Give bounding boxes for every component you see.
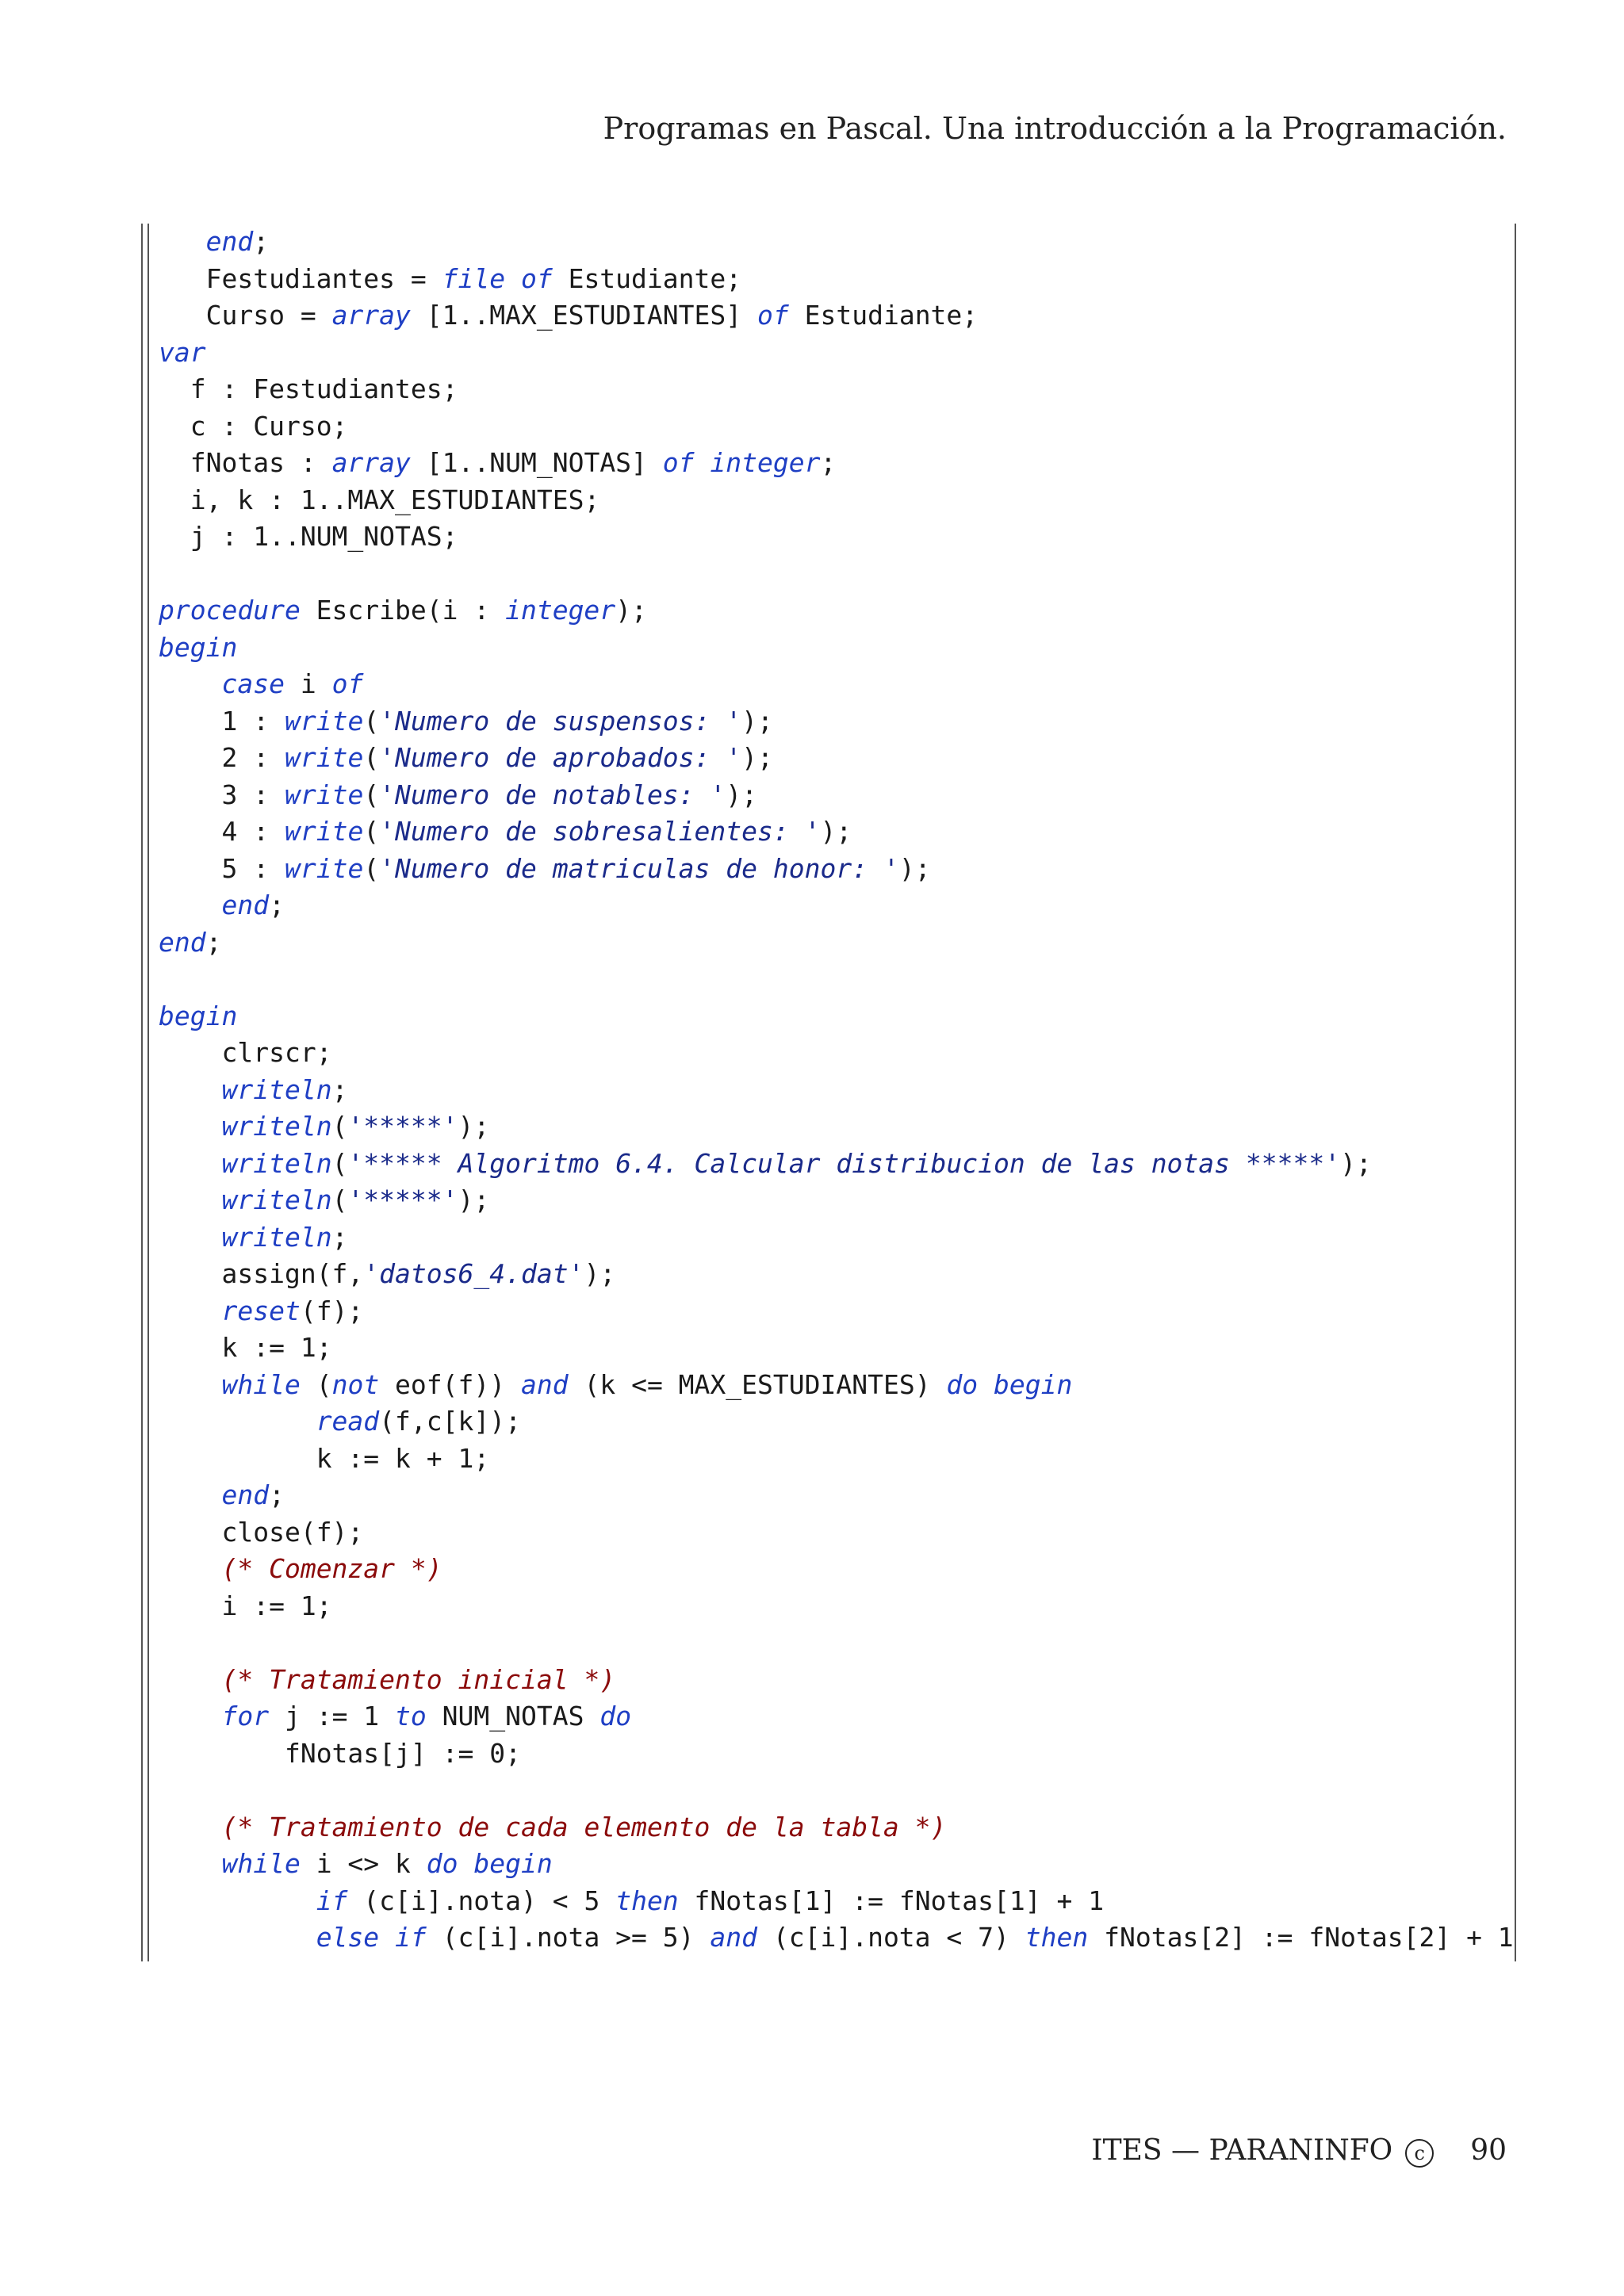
code-text: (c[i].nota < 7) (757, 1922, 1025, 1953)
code-string: 'datos6_4.dat' (363, 1258, 584, 1289)
code-text: (c[i].nota >= 5) (426, 1922, 710, 1953)
code-comment: (* Tratamiento inicial *) (221, 1663, 616, 1695)
code-string: '*****' (347, 1184, 458, 1215)
code-text: fNotas[2] := fNotas[2] + 1 (1088, 1922, 1514, 1953)
code-listing (159, 224, 1514, 1957)
code-keyword: write (284, 816, 364, 847)
code-keyword: and (710, 1922, 757, 1953)
code-text: ; (205, 926, 222, 958)
code-text: (f,c[k]); (379, 1406, 521, 1437)
code-text: clrscr; (221, 1037, 332, 1068)
code-keyword: integer (505, 595, 616, 626)
code-keyword: read (316, 1406, 380, 1437)
code-text: c : Curso; (190, 410, 348, 442)
code-text: close(f); (221, 1516, 364, 1548)
code-line (159, 1367, 1507, 1404)
code-text: k := 1; (221, 1332, 332, 1363)
copyright-symbol: c (1414, 2142, 1425, 2164)
code-string: '***** Algoritmo 6.4. Calcular distribucion de las notas *****' (347, 1147, 1341, 1179)
code-keyword: array (331, 300, 411, 331)
code-line (159, 887, 1507, 924)
code-text: Escribe(i : (300, 595, 506, 626)
code-line (159, 666, 1507, 703)
code-text: i, k : 1..MAX_ESTUDIANTES; (190, 484, 600, 515)
code-text: ( (363, 852, 380, 884)
code-text: ( (363, 779, 380, 810)
code-line (159, 1624, 1507, 1662)
code-text: ; (331, 1221, 348, 1253)
code-text: ); (741, 742, 773, 773)
code-text: 3 : (221, 779, 285, 810)
code-text: ( (363, 742, 380, 773)
code-line (159, 1182, 1507, 1219)
code-text: ( (331, 1147, 348, 1179)
code-line (159, 297, 1507, 335)
code-line (159, 1735, 1507, 1773)
code-line (159, 1477, 1507, 1514)
code-keyword: file of (442, 262, 553, 294)
code-text: assign(f, (221, 1258, 364, 1289)
code-keyword: while (221, 1368, 301, 1400)
code-string: 'Numero de notables: ' (379, 779, 726, 810)
code-line (159, 1551, 1507, 1588)
code-line (159, 1256, 1507, 1293)
code-keyword: of (757, 300, 789, 331)
code-keyword: procedure (159, 595, 301, 626)
code-keyword: writeln (221, 1184, 332, 1215)
code-line (159, 1588, 1507, 1625)
code-text: 5 : (221, 852, 285, 884)
code-frame-left-rule (141, 224, 143, 1961)
code-text: ( (300, 1368, 332, 1400)
code-line (159, 777, 1507, 814)
code-line (159, 224, 1507, 261)
code-line (159, 1146, 1507, 1183)
code-comment: (* Comenzar *) (221, 1553, 442, 1584)
code-keyword: writeln (221, 1073, 332, 1105)
code-line (159, 703, 1507, 740)
code-text: i (284, 668, 332, 699)
code-keyword: begin (159, 1000, 238, 1031)
code-line (159, 1035, 1507, 1072)
code-text: Estudiante; (788, 300, 979, 331)
code-keyword: do (599, 1701, 632, 1732)
code-text: ; (269, 1479, 285, 1510)
code-line (159, 924, 1507, 962)
code-text: k := k + 1; (316, 1442, 490, 1474)
page-number: 90 (1470, 2134, 1507, 2167)
code-text: (k <= MAX_ESTUDIANTES) (568, 1368, 947, 1400)
code-line (159, 740, 1507, 777)
code-text: ); (726, 779, 758, 810)
code-line (159, 371, 1507, 408)
code-line (159, 1108, 1507, 1146)
code-keyword: then (615, 1885, 679, 1916)
code-line (159, 813, 1507, 851)
code-text: eof(f)) (379, 1368, 521, 1400)
code-text: ; (331, 1073, 348, 1105)
code-text: 4 : (221, 816, 285, 847)
code-text: [1..MAX_ESTUDIANTES] (410, 300, 757, 331)
code-keyword: do begin (426, 1848, 553, 1879)
code-keyword: case (221, 668, 285, 699)
code-text: i <> k (300, 1848, 427, 1879)
code-text: (f); (300, 1295, 364, 1326)
code-line (159, 1514, 1507, 1552)
code-text: NUM_NOTAS (426, 1701, 600, 1732)
code-line (159, 1219, 1507, 1257)
code-keyword: writeln (221, 1221, 332, 1253)
code-keyword: end (221, 890, 270, 920)
code-text: ; (253, 226, 270, 257)
code-keyword: to (395, 1701, 427, 1732)
code-keyword: writeln (221, 1111, 332, 1142)
copyright-icon (1405, 2139, 1434, 2168)
code-line (159, 1809, 1507, 1846)
code-line (159, 519, 1507, 556)
code-keyword: end (159, 926, 206, 958)
code-text: i := 1; (221, 1590, 332, 1621)
running-header: Programas en Pascal. Una introducción a la Programación. (603, 111, 1507, 146)
code-line (159, 1883, 1507, 1920)
code-keyword: for (221, 1701, 270, 1732)
code-keyword: and (521, 1368, 569, 1400)
code-text: ); (584, 1258, 616, 1289)
code-line (159, 445, 1507, 482)
code-keyword: array (331, 447, 411, 478)
code-string: 'Numero de aprobados: ' (379, 742, 742, 773)
code-comment: (* Tratamiento de cada elemento de la tabla *) (221, 1811, 947, 1843)
code-keyword: begin (159, 631, 238, 663)
code-text: 2 : (221, 742, 285, 773)
code-keyword: end (205, 226, 254, 257)
code-text: ; (269, 890, 285, 920)
code-text: Festudiantes = (205, 262, 442, 294)
code-line (159, 1662, 1507, 1699)
code-text: ); (1340, 1147, 1372, 1179)
code-text: ); (898, 852, 931, 884)
code-keyword: while (221, 1848, 301, 1879)
code-text: Estudiante; (552, 262, 742, 294)
code-line (159, 261, 1507, 298)
code-line (159, 1072, 1507, 1109)
code-frame-left-rule-inner (147, 224, 149, 1961)
code-keyword: then (1025, 1922, 1089, 1953)
code-line (159, 335, 1507, 372)
code-text: ); (458, 1184, 490, 1215)
code-line (159, 851, 1507, 888)
page-footer (1091, 2134, 1507, 2168)
code-keyword: if (316, 1885, 348, 1916)
code-frame-right-rule (1515, 224, 1516, 1961)
code-string: 'Numero de suspensos: ' (379, 705, 742, 737)
code-text: ( (331, 1184, 348, 1215)
code-line (159, 1698, 1507, 1735)
code-string: 'Numero de matriculas de honor: ' (379, 852, 899, 884)
code-keyword: write (284, 705, 364, 737)
code-text: j : 1..NUM_NOTAS; (190, 521, 458, 552)
code-text: [1..NUM_NOTAS] (410, 447, 663, 478)
code-line (159, 1919, 1514, 1957)
code-keyword: writeln (221, 1147, 332, 1179)
code-keyword: of integer (662, 447, 821, 478)
code-keyword: write (284, 852, 364, 884)
code-text: ( (363, 705, 380, 737)
code-text: fNotas[j] := 0; (284, 1737, 521, 1769)
code-line (159, 998, 1507, 1035)
code-text: j := 1 (269, 1701, 396, 1732)
code-text: 1 : (221, 705, 285, 737)
code-line (159, 1772, 1507, 1809)
code-text: f : Festudiantes; (190, 373, 458, 404)
code-string: '*****' (347, 1111, 458, 1142)
code-text: ); (741, 705, 773, 737)
code-keyword: reset (221, 1295, 301, 1326)
code-line (159, 1441, 1507, 1478)
code-keyword: do begin (946, 1368, 1073, 1400)
code-line (159, 1330, 1507, 1367)
code-keyword: not (331, 1368, 380, 1400)
code-line (159, 1293, 1507, 1330)
code-text: ( (363, 816, 380, 847)
footer-publisher: ITES — PARANINFO (1091, 2134, 1393, 2167)
code-keyword: write (284, 779, 364, 810)
code-text: ); (615, 595, 647, 626)
code-text: ( (331, 1111, 348, 1142)
code-text: ; (820, 447, 837, 478)
code-keyword: write (284, 742, 364, 773)
code-keyword: var (159, 336, 206, 368)
code-line (159, 629, 1507, 667)
code-string: 'Numero de sobresalientes: ' (379, 816, 821, 847)
code-text: fNotas[1] := fNotas[1] + 1 (678, 1885, 1105, 1916)
code-text: Curso = (205, 300, 332, 331)
code-text: ); (458, 1111, 490, 1142)
code-keyword: else if (316, 1922, 427, 1953)
code-line (159, 592, 1507, 629)
code-line (159, 556, 1507, 593)
code-keyword: end (221, 1479, 270, 1510)
code-text: ); (820, 816, 852, 847)
code-line (159, 1403, 1507, 1441)
code-text: fNotas : (190, 447, 332, 478)
code-line (159, 482, 1507, 519)
code-line (159, 408, 1507, 446)
code-line (159, 1846, 1507, 1883)
code-line (159, 961, 1507, 998)
code-keyword: of (331, 668, 364, 699)
code-text: (c[i].nota) < 5 (347, 1885, 616, 1916)
